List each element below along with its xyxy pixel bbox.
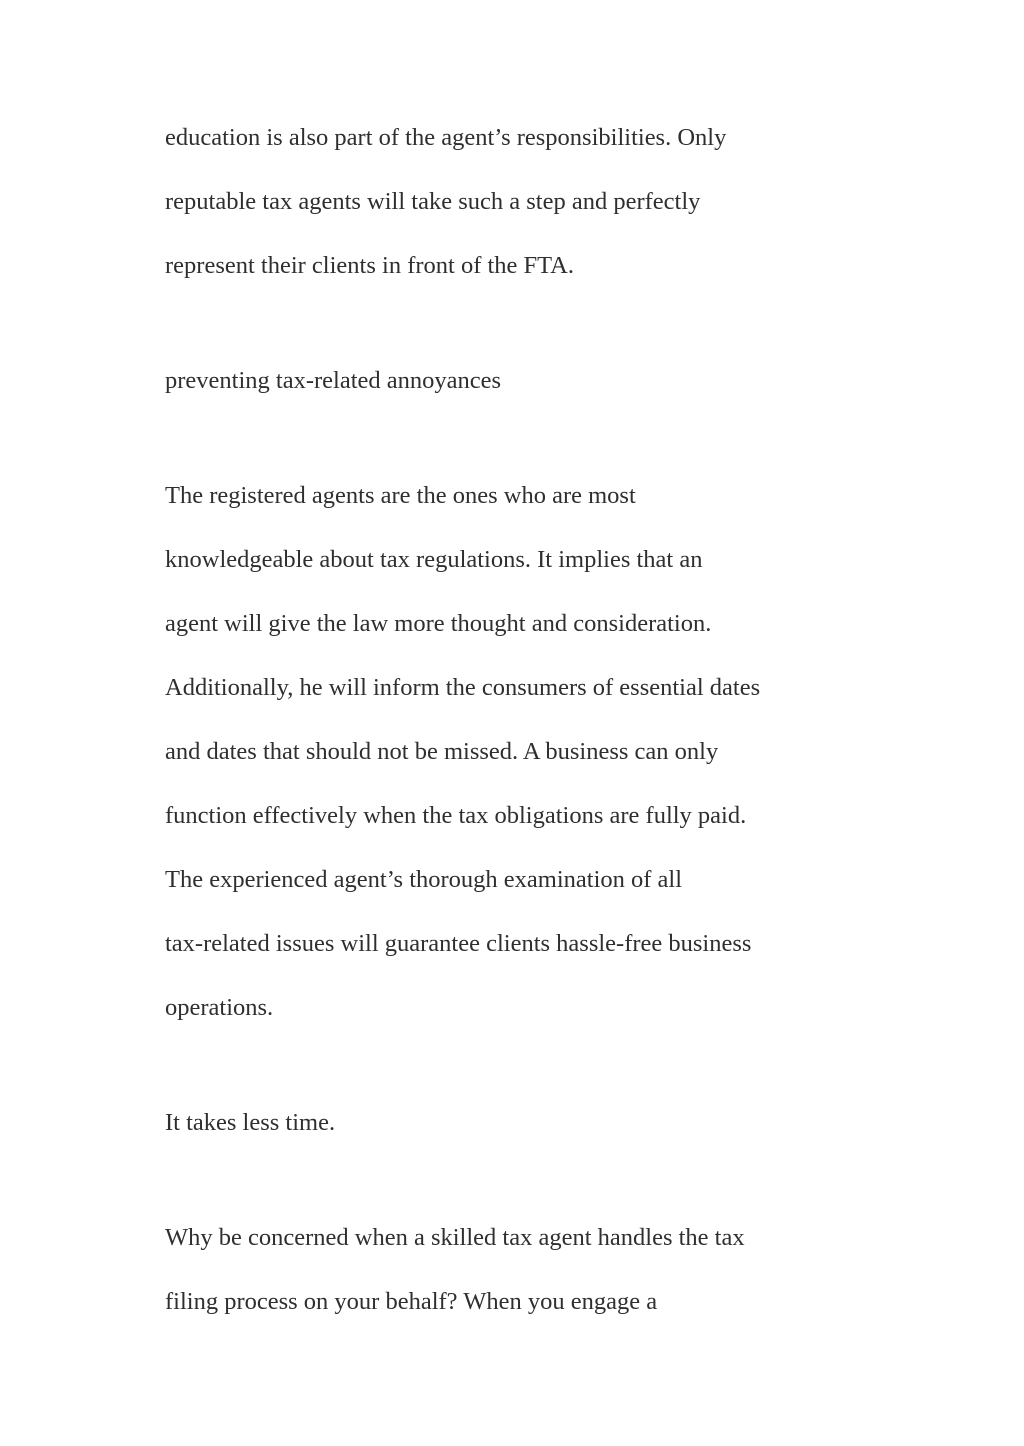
paragraph-line: function effectively when the tax obligations are fully paid. bbox=[165, 802, 747, 829]
paragraph-line: tax-related issues will guarantee clients hassle-free business bbox=[165, 930, 752, 957]
paragraph-line: The experienced agent’s thorough examination of all bbox=[165, 866, 683, 893]
paragraph-line: and dates that should not be missed. A business can only bbox=[165, 738, 719, 765]
paragraph-line: The registered agents are the ones who are most bbox=[165, 482, 636, 509]
paragraph-line: filing process on your behalf? When you engage a bbox=[165, 1288, 658, 1315]
paragraph-line: agent will give the law more thought and consideration. bbox=[165, 610, 712, 637]
section-heading: preventing tax-related annoyances bbox=[165, 367, 502, 394]
paragraph-line: reputable tax agents will take such a step and perfectly bbox=[165, 188, 701, 215]
paragraph-line: operations. bbox=[165, 994, 274, 1021]
paragraph-line: represent their clients in front of the FTA. bbox=[165, 252, 574, 279]
paragraph-line: Additionally, he will inform the consumers of essential dates bbox=[165, 674, 761, 701]
paragraph-line: knowledgeable about tax regulations. It implies that an bbox=[165, 546, 703, 573]
paragraph-line: Why be concerned when a skilled tax agent handles the tax bbox=[165, 1224, 745, 1251]
paragraph-line: education is also part of the agent’s responsibilities. Only bbox=[165, 124, 727, 151]
section-heading: It takes less time. bbox=[165, 1109, 336, 1136]
